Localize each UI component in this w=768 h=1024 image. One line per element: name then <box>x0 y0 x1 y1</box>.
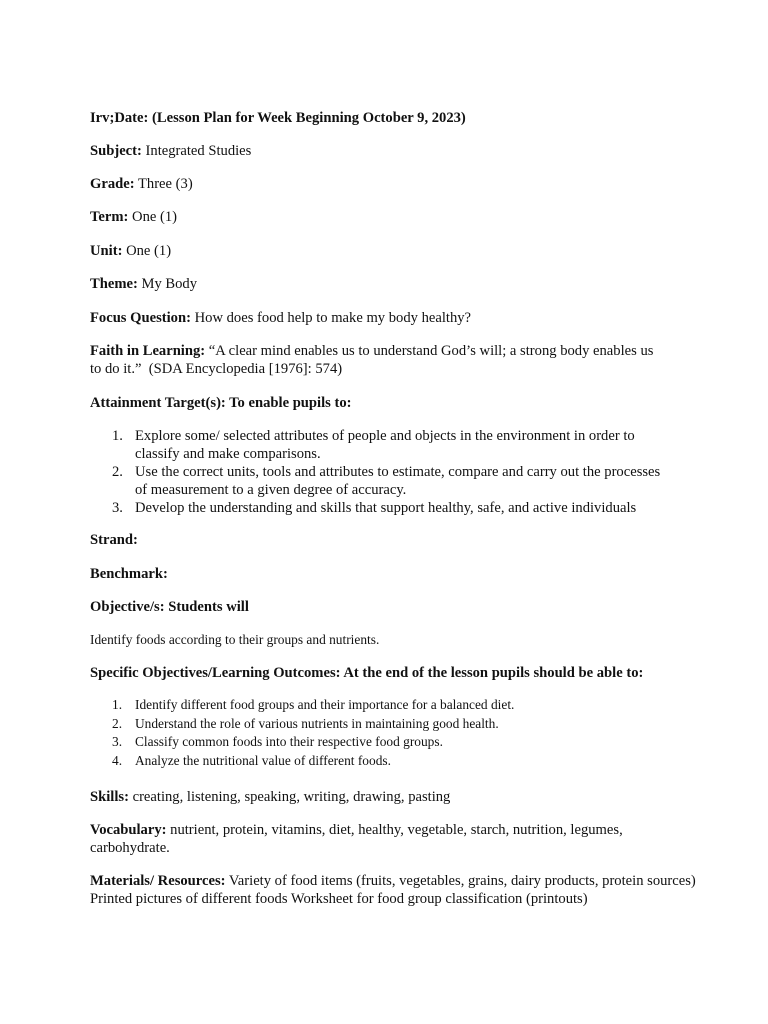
list-item-text: of measurement to a given degree of accuracy. <box>135 482 407 498</box>
list-item-text: Develop the understanding and skills that support healthy, safe, and active individuals <box>135 500 637 516</box>
focus-question-label: Focus Question: <box>90 310 191 326</box>
materials-label: Materials/ Resources: <box>90 873 226 889</box>
list-item-number: 4. <box>112 753 123 769</box>
list-item <box>90 463 690 499</box>
skills-value: creating, listening, speaking, writing, drawing, pasting <box>132 789 451 805</box>
attainment-targets-heading <box>90 394 690 412</box>
materials-text-2: Printed pictures of different foods Worksheet for food group classification (printouts) <box>90 891 588 907</box>
vocabulary-label: Vocabulary: <box>90 822 167 838</box>
list-item-number: 3. <box>112 500 123 516</box>
vocabulary-text-1: nutrient, protein, vitamins, diet, healthy, vegetable, starch, nutrition, legumes, <box>170 822 623 838</box>
list-item-number: 1. <box>112 697 123 712</box>
subject-line <box>90 142 690 160</box>
list-item <box>90 733 690 752</box>
list-item <box>90 752 690 771</box>
focus-question-value: How does food help to make my body healthy? <box>194 310 472 326</box>
vocabulary-line-2 <box>90 839 690 857</box>
subject-value: Integrated Studies <box>145 143 252 159</box>
list-item-text: Analyze the nutritional value of different foods. <box>135 753 391 769</box>
faith-in-learning-text-1: “A clear mind enables us to understand God’s will; a strong body enables us <box>208 343 654 359</box>
list-item-text: Understand the role of various nutrients in maintaining good health. <box>135 715 499 731</box>
list-item-text: classify and make comparisons. <box>135 446 321 462</box>
faith-in-learning-text-2: to do it.” (SDA Encyclopedia [1976]: 574) <box>90 361 343 377</box>
specific-objectives-list <box>90 696 690 771</box>
list-item-number: 2. <box>112 715 123 731</box>
term-label: Term: <box>90 209 129 225</box>
unit-line <box>90 242 690 260</box>
date-line <box>90 109 690 127</box>
list-item-text: Use the correct units, tools and attributes to estimate, compare and carry out the processes <box>135 464 661 480</box>
list-item <box>90 715 690 734</box>
grade-value: Three (3) <box>137 176 193 192</box>
materials-line-2 <box>90 890 690 908</box>
strand-line <box>90 531 690 549</box>
specific-objectives-heading <box>90 664 690 682</box>
theme-value: My Body <box>141 276 198 292</box>
list-item-text: Explore some/ selected attributes of people and objects in the environment in order to <box>135 428 635 444</box>
vocabulary-line-1 <box>90 821 690 839</box>
materials-line-1 <box>90 872 696 890</box>
list-item <box>90 427 690 463</box>
date-value: (Lesson Plan for Week Beginning October 9, 2023) <box>152 110 466 126</box>
grade-label: Grade: <box>90 176 135 192</box>
benchmark-label: Benchmark: <box>90 566 168 582</box>
unit-label: Unit: <box>90 243 123 259</box>
list-item <box>90 499 690 517</box>
vocabulary-text-2: carbohydrate. <box>90 840 170 856</box>
list-item-number: 3. <box>112 734 123 750</box>
skills-label: Skills: <box>90 789 129 805</box>
attainment-targets-list <box>90 427 690 517</box>
faith-in-learning-line-1 <box>90 342 690 360</box>
strand-label: Strand: <box>90 532 138 548</box>
objectives-text <box>90 631 690 648</box>
list-item <box>90 696 690 715</box>
unit-value: One (1) <box>126 243 172 259</box>
materials-text-1: Variety of food items (fruits, vegetables, grains, dairy products, protein sources) <box>228 873 696 889</box>
objectives-heading-text: Objective/s: Students will <box>90 599 249 615</box>
objectives-heading <box>90 598 690 616</box>
term-line <box>90 208 690 226</box>
list-item-text: Identify different food groups and their importance for a balanced diet. <box>135 697 515 712</box>
attainment-targets-heading-text: Attainment Target(s): To enable pupils to: <box>90 395 352 411</box>
list-item-text: Classify common foods into their respective food groups. <box>135 734 443 750</box>
date-label: Irv;Date: <box>90 110 149 126</box>
objectives-text-value: Identify foods according to their groups and nutrients. <box>90 632 380 647</box>
faith-in-learning-line-2 <box>90 360 690 378</box>
benchmark-line <box>90 565 690 583</box>
list-item-number: 2. <box>112 464 123 480</box>
term-value: One (1) <box>132 209 178 225</box>
subject-label: Subject: <box>90 143 142 159</box>
list-item-number: 1. <box>112 428 123 444</box>
focus-question-line <box>90 309 690 327</box>
faith-in-learning-label: Faith in Learning: <box>90 343 206 359</box>
theme-line <box>90 275 690 293</box>
grade-line <box>90 175 690 193</box>
theme-label: Theme: <box>90 276 138 292</box>
specific-objectives-heading-text: Specific Objectives/Learning Outcomes: At the end of the lesson pupils should be able to: <box>90 665 644 681</box>
skills-line <box>90 788 690 806</box>
